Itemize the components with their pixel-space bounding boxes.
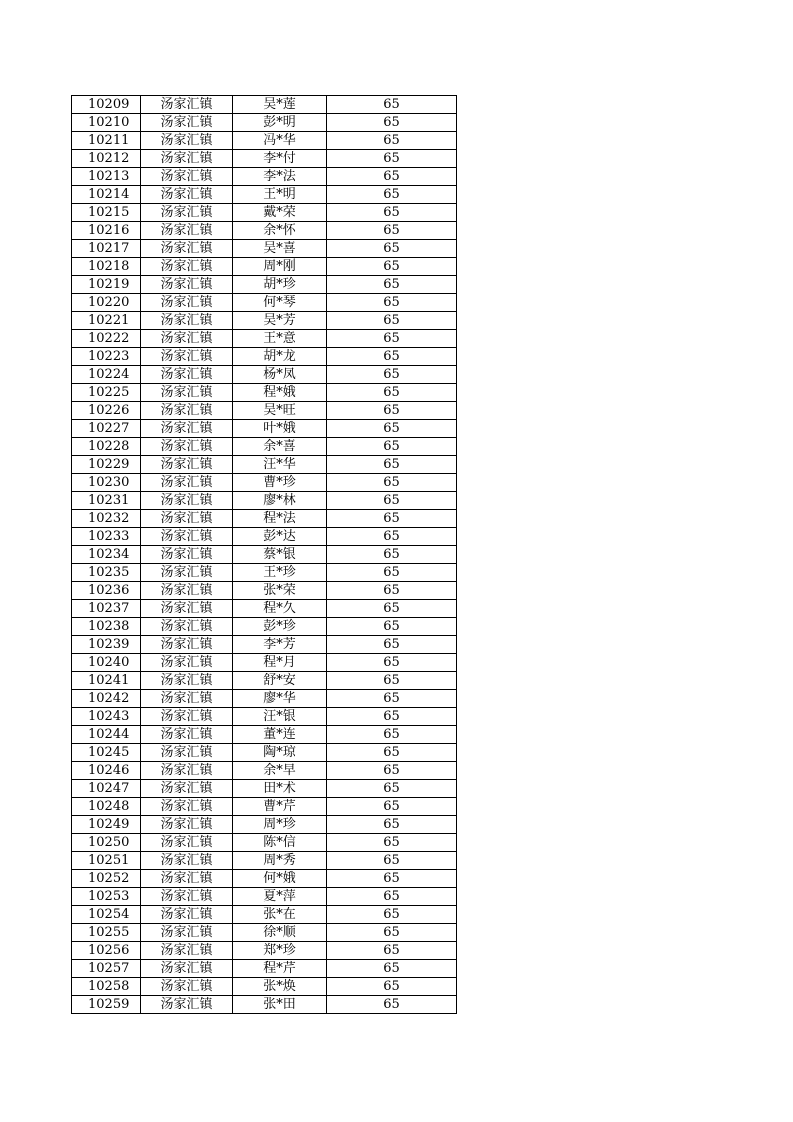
table-row bbox=[72, 330, 457, 348]
name-cell: 蔡*银 bbox=[233, 546, 327, 564]
town-cell: 汤家汇镇 bbox=[141, 708, 233, 726]
name-cell: 胡*龙 bbox=[233, 348, 327, 366]
town-cell: 汤家汇镇 bbox=[141, 276, 233, 294]
town-cell: 汤家汇镇 bbox=[141, 222, 233, 240]
table-row bbox=[72, 744, 457, 762]
amount-cell: 65 bbox=[327, 942, 457, 960]
town-cell: 汤家汇镇 bbox=[141, 618, 233, 636]
name-cell: 王*珍 bbox=[233, 564, 327, 582]
town-cell: 汤家汇镇 bbox=[141, 366, 233, 384]
town-cell: 汤家汇镇 bbox=[141, 420, 233, 438]
name-cell: 吴*莲 bbox=[233, 96, 327, 114]
record-id-cell: 10256 bbox=[72, 942, 141, 960]
table-row bbox=[72, 816, 457, 834]
data-table bbox=[71, 95, 457, 1014]
town-cell: 汤家汇镇 bbox=[141, 510, 233, 528]
table-row bbox=[72, 294, 457, 312]
amount-cell: 65 bbox=[327, 834, 457, 852]
amount-cell: 65 bbox=[327, 636, 457, 654]
amount-cell: 65 bbox=[327, 330, 457, 348]
table-row bbox=[72, 600, 457, 618]
town-cell: 汤家汇镇 bbox=[141, 582, 233, 600]
town-cell: 汤家汇镇 bbox=[141, 258, 233, 276]
amount-cell: 65 bbox=[327, 492, 457, 510]
town-cell: 汤家汇镇 bbox=[141, 528, 233, 546]
record-id-cell: 10240 bbox=[72, 654, 141, 672]
name-cell: 汪*银 bbox=[233, 708, 327, 726]
town-cell: 汤家汇镇 bbox=[141, 438, 233, 456]
record-id-cell: 10216 bbox=[72, 222, 141, 240]
name-cell: 李*付 bbox=[233, 150, 327, 168]
name-cell: 廖*林 bbox=[233, 492, 327, 510]
table-row bbox=[72, 708, 457, 726]
amount-cell: 65 bbox=[327, 96, 457, 114]
name-cell: 余*怀 bbox=[233, 222, 327, 240]
amount-cell: 65 bbox=[327, 204, 457, 222]
table-row bbox=[72, 150, 457, 168]
town-cell: 汤家汇镇 bbox=[141, 240, 233, 258]
amount-cell: 65 bbox=[327, 168, 457, 186]
amount-cell: 65 bbox=[327, 456, 457, 474]
amount-cell: 65 bbox=[327, 744, 457, 762]
town-cell: 汤家汇镇 bbox=[141, 924, 233, 942]
record-id-cell: 10246 bbox=[72, 762, 141, 780]
amount-cell: 65 bbox=[327, 726, 457, 744]
town-cell: 汤家汇镇 bbox=[141, 744, 233, 762]
table-row bbox=[72, 996, 457, 1014]
record-id-cell: 10227 bbox=[72, 420, 141, 438]
table-row bbox=[72, 222, 457, 240]
table-row bbox=[72, 780, 457, 798]
record-id-cell: 10238 bbox=[72, 618, 141, 636]
name-cell: 廖*华 bbox=[233, 690, 327, 708]
amount-cell: 65 bbox=[327, 348, 457, 366]
table-row bbox=[72, 726, 457, 744]
record-id-cell: 10230 bbox=[72, 474, 141, 492]
name-cell: 王*明 bbox=[233, 186, 327, 204]
table-row bbox=[72, 978, 457, 996]
town-cell: 汤家汇镇 bbox=[141, 636, 233, 654]
record-id-cell: 10228 bbox=[72, 438, 141, 456]
record-id-cell: 10257 bbox=[72, 960, 141, 978]
table-row bbox=[72, 240, 457, 258]
name-cell: 程*月 bbox=[233, 654, 327, 672]
table-row bbox=[72, 852, 457, 870]
name-cell: 彭*珍 bbox=[233, 618, 327, 636]
town-cell: 汤家汇镇 bbox=[141, 888, 233, 906]
table-row bbox=[72, 492, 457, 510]
amount-cell: 65 bbox=[327, 690, 457, 708]
table-row bbox=[72, 546, 457, 564]
town-cell: 汤家汇镇 bbox=[141, 186, 233, 204]
amount-cell: 65 bbox=[327, 222, 457, 240]
amount-cell: 65 bbox=[327, 294, 457, 312]
name-cell: 周*珍 bbox=[233, 816, 327, 834]
amount-cell: 65 bbox=[327, 258, 457, 276]
town-cell: 汤家汇镇 bbox=[141, 492, 233, 510]
amount-cell: 65 bbox=[327, 312, 457, 330]
amount-cell: 65 bbox=[327, 186, 457, 204]
amount-cell: 65 bbox=[327, 384, 457, 402]
table-row bbox=[72, 798, 457, 816]
town-cell: 汤家汇镇 bbox=[141, 204, 233, 222]
table-row bbox=[72, 204, 457, 222]
name-cell: 杨*凤 bbox=[233, 366, 327, 384]
name-cell: 彭*达 bbox=[233, 528, 327, 546]
record-id-cell: 10210 bbox=[72, 114, 141, 132]
town-cell: 汤家汇镇 bbox=[141, 402, 233, 420]
record-id-cell: 10255 bbox=[72, 924, 141, 942]
amount-cell: 65 bbox=[327, 114, 457, 132]
name-cell: 张*田 bbox=[233, 996, 327, 1014]
record-id-cell: 10258 bbox=[72, 978, 141, 996]
table-row bbox=[72, 762, 457, 780]
record-id-cell: 10226 bbox=[72, 402, 141, 420]
table-row bbox=[72, 834, 457, 852]
town-cell: 汤家汇镇 bbox=[141, 150, 233, 168]
town-cell: 汤家汇镇 bbox=[141, 600, 233, 618]
table-row bbox=[72, 618, 457, 636]
table-row bbox=[72, 276, 457, 294]
town-cell: 汤家汇镇 bbox=[141, 312, 233, 330]
town-cell: 汤家汇镇 bbox=[141, 672, 233, 690]
town-cell: 汤家汇镇 bbox=[141, 564, 233, 582]
table-row bbox=[72, 114, 457, 132]
amount-cell: 65 bbox=[327, 618, 457, 636]
table-row bbox=[72, 654, 457, 672]
town-cell: 汤家汇镇 bbox=[141, 996, 233, 1014]
town-cell: 汤家汇镇 bbox=[141, 762, 233, 780]
name-cell: 田*术 bbox=[233, 780, 327, 798]
record-id-cell: 10231 bbox=[72, 492, 141, 510]
record-id-cell: 10215 bbox=[72, 204, 141, 222]
name-cell: 曹*珍 bbox=[233, 474, 327, 492]
town-cell: 汤家汇镇 bbox=[141, 546, 233, 564]
name-cell: 汪*华 bbox=[233, 456, 327, 474]
town-cell: 汤家汇镇 bbox=[141, 816, 233, 834]
town-cell: 汤家汇镇 bbox=[141, 690, 233, 708]
record-id-cell: 10234 bbox=[72, 546, 141, 564]
amount-cell: 65 bbox=[327, 402, 457, 420]
record-id-cell: 10225 bbox=[72, 384, 141, 402]
amount-cell: 65 bbox=[327, 240, 457, 258]
amount-cell: 65 bbox=[327, 798, 457, 816]
town-cell: 汤家汇镇 bbox=[141, 474, 233, 492]
name-cell: 李*芳 bbox=[233, 636, 327, 654]
town-cell: 汤家汇镇 bbox=[141, 114, 233, 132]
amount-cell: 65 bbox=[327, 132, 457, 150]
amount-cell: 65 bbox=[327, 708, 457, 726]
record-id-cell: 10218 bbox=[72, 258, 141, 276]
record-id-cell: 10239 bbox=[72, 636, 141, 654]
table-row bbox=[72, 312, 457, 330]
table-row bbox=[72, 132, 457, 150]
record-id-cell: 10233 bbox=[72, 528, 141, 546]
amount-cell: 65 bbox=[327, 276, 457, 294]
table-row bbox=[72, 366, 457, 384]
town-cell: 汤家汇镇 bbox=[141, 456, 233, 474]
name-cell: 周*刚 bbox=[233, 258, 327, 276]
town-cell: 汤家汇镇 bbox=[141, 726, 233, 744]
table-row bbox=[72, 528, 457, 546]
town-cell: 汤家汇镇 bbox=[141, 132, 233, 150]
table-row bbox=[72, 636, 457, 654]
record-id-cell: 10222 bbox=[72, 330, 141, 348]
name-cell: 王*意 bbox=[233, 330, 327, 348]
record-id-cell: 10251 bbox=[72, 852, 141, 870]
record-id-cell: 10254 bbox=[72, 906, 141, 924]
town-cell: 汤家汇镇 bbox=[141, 654, 233, 672]
table-row bbox=[72, 186, 457, 204]
name-cell: 吴*芳 bbox=[233, 312, 327, 330]
table-row bbox=[72, 960, 457, 978]
record-id-cell: 10217 bbox=[72, 240, 141, 258]
record-id-cell: 10241 bbox=[72, 672, 141, 690]
town-cell: 汤家汇镇 bbox=[141, 798, 233, 816]
record-id-cell: 10248 bbox=[72, 798, 141, 816]
name-cell: 程*法 bbox=[233, 510, 327, 528]
name-cell: 舒*安 bbox=[233, 672, 327, 690]
town-cell: 汤家汇镇 bbox=[141, 348, 233, 366]
name-cell: 彭*明 bbox=[233, 114, 327, 132]
table-row bbox=[72, 672, 457, 690]
record-id-cell: 10213 bbox=[72, 168, 141, 186]
table-row bbox=[72, 168, 457, 186]
name-cell: 吴*喜 bbox=[233, 240, 327, 258]
table-row bbox=[72, 348, 457, 366]
record-id-cell: 10243 bbox=[72, 708, 141, 726]
record-id-cell: 10223 bbox=[72, 348, 141, 366]
amount-cell: 65 bbox=[327, 852, 457, 870]
table-row bbox=[72, 690, 457, 708]
record-id-cell: 10209 bbox=[72, 96, 141, 114]
amount-cell: 65 bbox=[327, 474, 457, 492]
amount-cell: 65 bbox=[327, 870, 457, 888]
amount-cell: 65 bbox=[327, 600, 457, 618]
amount-cell: 65 bbox=[327, 924, 457, 942]
amount-cell: 65 bbox=[327, 420, 457, 438]
name-cell: 陶*琼 bbox=[233, 744, 327, 762]
amount-cell: 65 bbox=[327, 780, 457, 798]
amount-cell: 65 bbox=[327, 366, 457, 384]
record-id-cell: 10259 bbox=[72, 996, 141, 1014]
amount-cell: 65 bbox=[327, 672, 457, 690]
table-row bbox=[72, 258, 457, 276]
name-cell: 吴*旺 bbox=[233, 402, 327, 420]
town-cell: 汤家汇镇 bbox=[141, 168, 233, 186]
name-cell: 何*娥 bbox=[233, 870, 327, 888]
table-row bbox=[72, 582, 457, 600]
amount-cell: 65 bbox=[327, 906, 457, 924]
table-row bbox=[72, 420, 457, 438]
amount-cell: 65 bbox=[327, 564, 457, 582]
town-cell: 汤家汇镇 bbox=[141, 870, 233, 888]
table-row bbox=[72, 906, 457, 924]
town-cell: 汤家汇镇 bbox=[141, 780, 233, 798]
table-row bbox=[72, 870, 457, 888]
record-id-cell: 10247 bbox=[72, 780, 141, 798]
table-row bbox=[72, 510, 457, 528]
record-id-cell: 10229 bbox=[72, 456, 141, 474]
name-cell: 冯*华 bbox=[233, 132, 327, 150]
name-cell: 戴*荣 bbox=[233, 204, 327, 222]
record-id-cell: 10253 bbox=[72, 888, 141, 906]
town-cell: 汤家汇镇 bbox=[141, 960, 233, 978]
table-row bbox=[72, 438, 457, 456]
record-id-cell: 10237 bbox=[72, 600, 141, 618]
table-row bbox=[72, 384, 457, 402]
record-id-cell: 10235 bbox=[72, 564, 141, 582]
record-id-cell: 10211 bbox=[72, 132, 141, 150]
name-cell: 余*喜 bbox=[233, 438, 327, 456]
record-id-cell: 10220 bbox=[72, 294, 141, 312]
name-cell: 叶*娥 bbox=[233, 420, 327, 438]
record-id-cell: 10224 bbox=[72, 366, 141, 384]
name-cell: 程*久 bbox=[233, 600, 327, 618]
town-cell: 汤家汇镇 bbox=[141, 834, 233, 852]
table-row bbox=[72, 942, 457, 960]
record-id-cell: 10236 bbox=[72, 582, 141, 600]
table-row bbox=[72, 474, 457, 492]
amount-cell: 65 bbox=[327, 816, 457, 834]
name-cell: 程*芹 bbox=[233, 960, 327, 978]
name-cell: 胡*珍 bbox=[233, 276, 327, 294]
town-cell: 汤家汇镇 bbox=[141, 96, 233, 114]
town-cell: 汤家汇镇 bbox=[141, 294, 233, 312]
name-cell: 曹*芹 bbox=[233, 798, 327, 816]
record-id-cell: 10244 bbox=[72, 726, 141, 744]
record-id-cell: 10245 bbox=[72, 744, 141, 762]
amount-cell: 65 bbox=[327, 960, 457, 978]
table-row bbox=[72, 888, 457, 906]
record-id-cell: 10221 bbox=[72, 312, 141, 330]
town-cell: 汤家汇镇 bbox=[141, 330, 233, 348]
record-id-cell: 10252 bbox=[72, 870, 141, 888]
record-id-cell: 10232 bbox=[72, 510, 141, 528]
name-cell: 张*焕 bbox=[233, 978, 327, 996]
amount-cell: 65 bbox=[327, 978, 457, 996]
name-cell: 张*荣 bbox=[233, 582, 327, 600]
record-id-cell: 10214 bbox=[72, 186, 141, 204]
table-row bbox=[72, 402, 457, 420]
name-cell: 何*琴 bbox=[233, 294, 327, 312]
name-cell: 张*在 bbox=[233, 906, 327, 924]
record-id-cell: 10249 bbox=[72, 816, 141, 834]
town-cell: 汤家汇镇 bbox=[141, 384, 233, 402]
amount-cell: 65 bbox=[327, 654, 457, 672]
amount-cell: 65 bbox=[327, 996, 457, 1014]
amount-cell: 65 bbox=[327, 528, 457, 546]
name-cell: 郑*珍 bbox=[233, 942, 327, 960]
record-id-cell: 10212 bbox=[72, 150, 141, 168]
town-cell: 汤家汇镇 bbox=[141, 978, 233, 996]
table-row bbox=[72, 456, 457, 474]
amount-cell: 65 bbox=[327, 762, 457, 780]
town-cell: 汤家汇镇 bbox=[141, 852, 233, 870]
table-body bbox=[72, 96, 457, 1014]
name-cell: 夏*萍 bbox=[233, 888, 327, 906]
name-cell: 余*早 bbox=[233, 762, 327, 780]
table-row bbox=[72, 96, 457, 114]
amount-cell: 65 bbox=[327, 546, 457, 564]
name-cell: 周*秀 bbox=[233, 852, 327, 870]
amount-cell: 65 bbox=[327, 510, 457, 528]
town-cell: 汤家汇镇 bbox=[141, 942, 233, 960]
name-cell: 陈*信 bbox=[233, 834, 327, 852]
table-row bbox=[72, 924, 457, 942]
name-cell: 徐*顺 bbox=[233, 924, 327, 942]
table-row bbox=[72, 564, 457, 582]
amount-cell: 65 bbox=[327, 150, 457, 168]
record-id-cell: 10219 bbox=[72, 276, 141, 294]
record-id-cell: 10242 bbox=[72, 690, 141, 708]
name-cell: 程*娥 bbox=[233, 384, 327, 402]
amount-cell: 65 bbox=[327, 582, 457, 600]
name-cell: 董*连 bbox=[233, 726, 327, 744]
amount-cell: 65 bbox=[327, 888, 457, 906]
town-cell: 汤家汇镇 bbox=[141, 906, 233, 924]
name-cell: 李*法 bbox=[233, 168, 327, 186]
record-id-cell: 10250 bbox=[72, 834, 141, 852]
amount-cell: 65 bbox=[327, 438, 457, 456]
